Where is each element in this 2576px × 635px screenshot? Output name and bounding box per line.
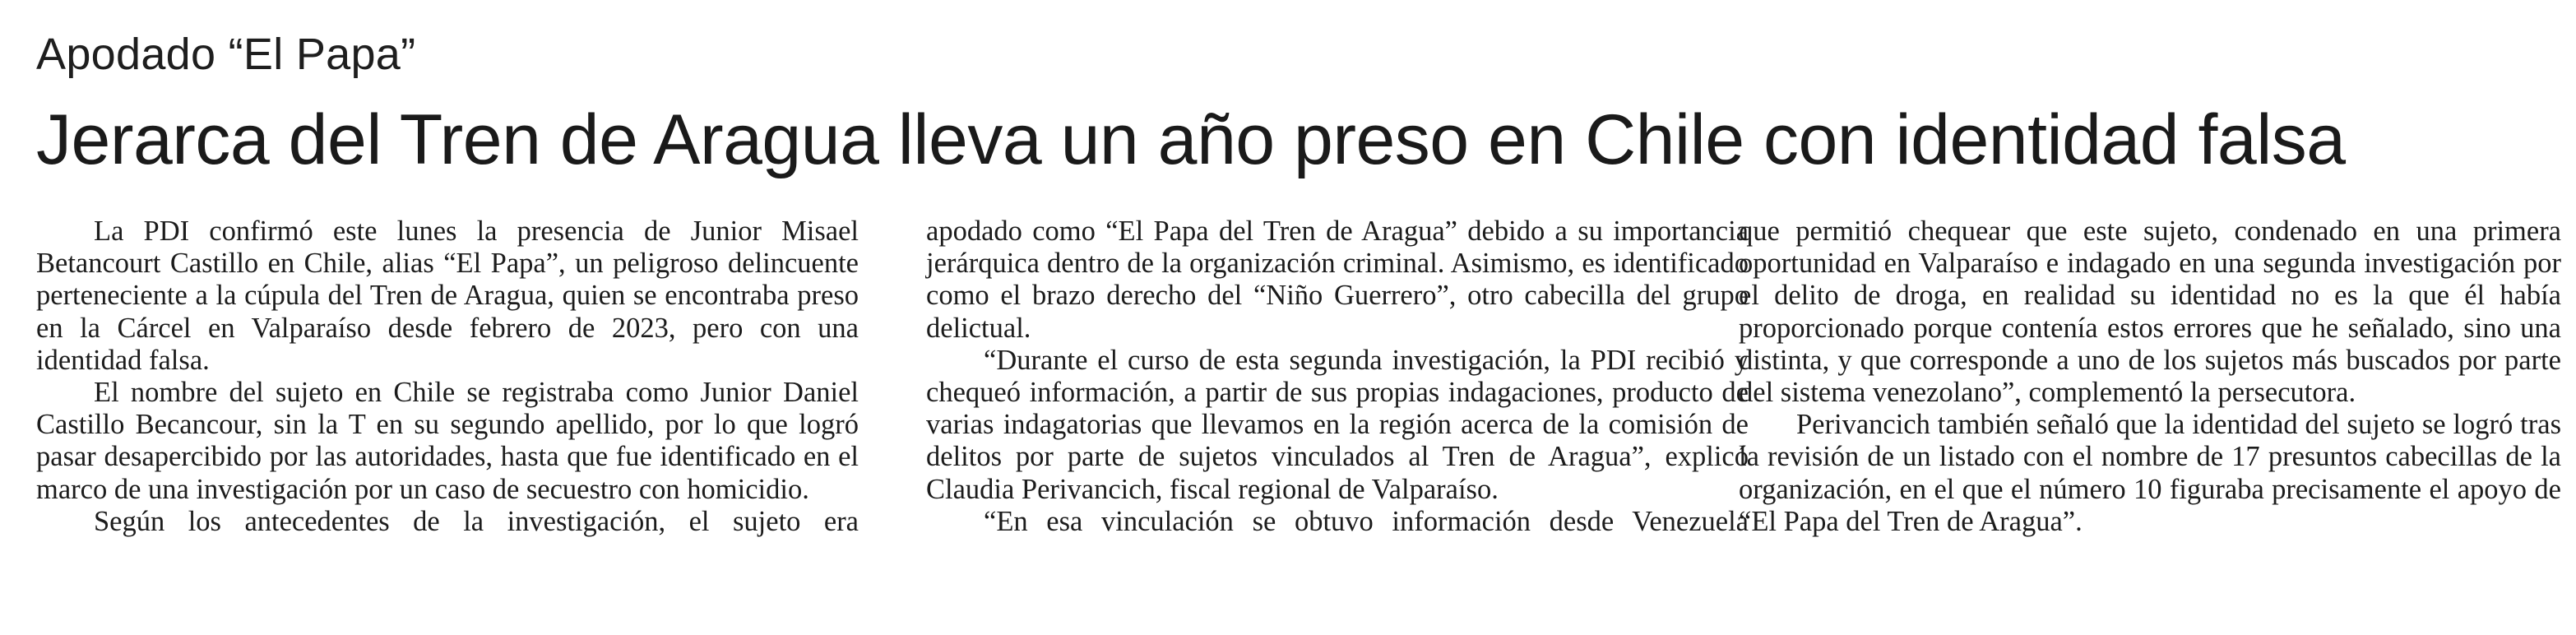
article-body [36,216,2561,627]
article-kicker: Apodado “El Papa” [36,30,416,79]
paragraph: que permitió chequear que este sujeto, condenado en una primera oportunidad en Valparaíso e indagado en una segunda investigación por el delito de droga, en realidad su identidad no es la que él había proporcionado porque contenía estos errores que he señalado, sino una distinta, y que corresponde a uno de los sujetos más buscados por parte del sistema venezolano”, complementó la persecutora. [1739,216,2561,409]
paragraph: El nombre del sujeto en Chile se registraba como Junior Daniel Castillo Becancour, sin la T en su segundo apellido, por lo que logró pasar desapercibido por las autoridades, hasta que fue identificado en el marco de una investigación por un caso de secuestro con homicidio. [36,377,859,505]
paragraph: Perivancich también señaló que la identidad del sujeto se logró tras la revisión de un listado con el nombre de 17 presuntos cabecillas de la organización, en el que el número 10 figuraba precisamente el apoyo de “El Papa del Tren de Aragua”. [1739,409,2561,537]
paragraph: Según los antecedentes de la investigación, el sujeto era [94,505,859,537]
article-headline: Jerarca del Tren de Aragua lleva un año preso en Chile con identidad falsa [36,100,2346,179]
paragraph: “Durante el curso de esta segunda investigación, la PDI recibió y chequeó información, a partir de sus propias indagaciones, producto de varias indagatorias que llevamos en la región acerca de la comisión de delitos por parte de sujetos vinculados al Tren de Aragua”, explicó Claudia Perivancich, fiscal regional de Valparaíso. [926,344,1749,505]
paragraph: “En esa vinculación se obtuvo información desde Venezuela [984,505,1749,537]
paragraph: apodado como “El Papa del Tren de Aragua” debido a su importancia jerárquica dentro de la organización criminal. Asimismo, es identificado como el brazo derecho del “Niño Guerrero”, otro cabecilla del grupo delictual. [926,216,1749,344]
article-column-2 [926,216,1749,538]
article-column-1 [36,216,859,538]
paragraph: La PDI confirmó este lunes la presencia de Junior Misael Betancourt Castillo en Chile, alias “El Papa”, un peligroso delincuente perteneciente a la cúpula del Tren de Aragua, quien se encontraba preso en la Cárcel en Valparaíso desde febrero de 2023, pero con una identidad falsa. [36,216,859,376]
article-column-3 [1739,216,2561,538]
